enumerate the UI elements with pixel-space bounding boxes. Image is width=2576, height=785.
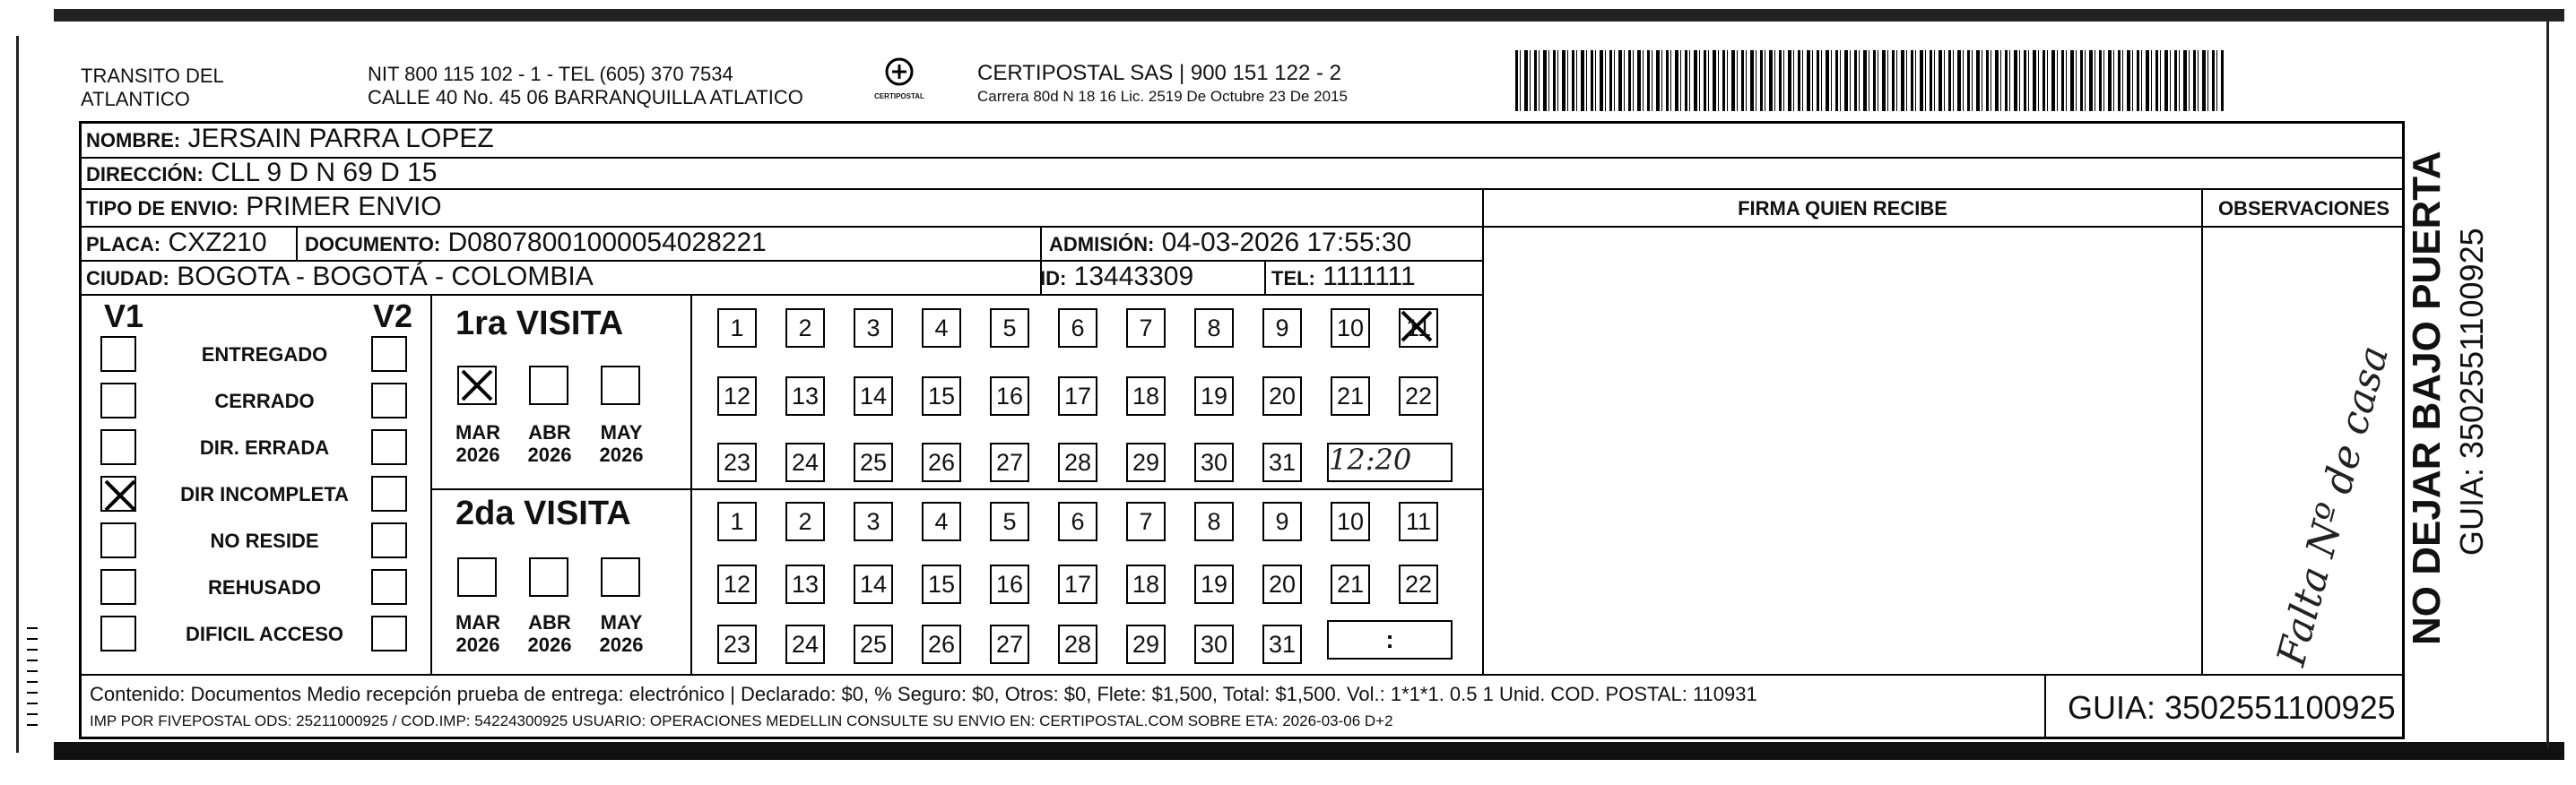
v1-checkbox[interactable] [100,569,136,605]
sender-nit: NIT 800 115 102 - 1 - TEL (605) 370 7534 [368,63,733,85]
day-box[interactable]: 27 [990,625,1029,664]
status-label: NO RESIDE [210,530,319,552]
month-year: 2026 [599,634,644,656]
sender-address: CALLE 40 No. 45 06 BARRANQUILLA ATLATICO [368,86,803,108]
placa-field [86,228,267,260]
v1-header: V1 [104,298,144,334]
tipo-envio-field [86,192,442,224]
footer-guia: GUIA: 3502551100925 [2068,689,2396,726]
v1-checkbox[interactable] [100,476,136,512]
visit-divider [430,488,1482,490]
day-box[interactable]: 24 [785,625,825,664]
admision-field [1049,228,1411,260]
day-box[interactable]: 4 [922,502,961,541]
documento-value: D08078001000054028221 [447,228,767,257]
month-year: 2026 [527,444,572,466]
status-label: REHUSADO [208,576,321,599]
day-box[interactable]: 24 [785,443,825,482]
v1-checkbox[interactable] [100,429,136,465]
carrier-name: CERTIPOSTAL SAS | 900 151 122 - 2 [977,61,1341,85]
documento-label: DOCUMENTO: [305,233,441,255]
scan-edge-top [54,9,2564,22]
status-label: DIFICIL ACCESO [185,623,343,645]
certipostal-logo-icon [881,56,917,88]
month-year: 2026 [599,444,644,466]
nombre-field [86,124,494,156]
col-divider [296,226,298,260]
day-box[interactable]: 7 [1126,502,1166,541]
id-field [1040,262,1193,294]
day-box[interactable]: 5 [990,308,1029,348]
day-box[interactable]: 28 [1058,443,1097,482]
footer-contenido: Contenido: Documentos Medio recepción prueba de entrega: electrónico | Declarado: $0, % Seguro: $0, Otros: $0, Flete: $1,500, Total: $1,500. Vol.: 1*1*1. 0.5 1 Unid. COD. POSTAL: 110931 [90,683,1757,705]
status-label: ENTREGADO [201,343,328,366]
day-box[interactable]: 18 [1126,376,1166,416]
nombre-value: JERSAIN PARRA LOPEZ [187,124,494,153]
row-divider [1484,226,2405,228]
day-box[interactable]: 13 [785,376,825,416]
v2-checkbox[interactable] [371,383,407,418]
day-box[interactable]: 29 [1126,625,1166,664]
month-name: ABR [528,611,571,634]
month-checkbox[interactable] [529,557,568,597]
day-box[interactable]: 8 [1194,308,1234,348]
day-box[interactable]: 30 [1194,443,1234,482]
day-box[interactable]: 16 [990,565,1029,604]
day-box[interactable]: 20 [1262,376,1302,416]
day-box[interactable]: 18 [1126,565,1166,604]
v2-header: V2 [373,298,413,334]
firma-header: FIRMA QUIEN RECIBE [1738,197,1947,220]
day-box[interactable]: 31 [1262,625,1302,664]
day-box[interactable]: 27 [990,443,1029,482]
tel-field [1271,262,1416,294]
day-box[interactable]: 14 [854,565,893,604]
day-box[interactable]: 26 [922,443,961,482]
day-box[interactable]: 12 [717,376,757,416]
day-box[interactable]: 6 [1058,308,1097,348]
day-box[interactable]: 13 [785,565,825,604]
status-label: CERRADO [214,390,315,412]
col-divider [690,294,692,674]
certipostal-logo [868,56,931,108]
day-box[interactable]: 28 [1058,625,1097,664]
certipostal-logo-text: CERTIPOSTAL [874,92,924,100]
barcode [1515,50,2224,111]
day-box[interactable]: 19 [1194,565,1234,604]
placa-label: PLACA: [86,233,161,255]
day-box[interactable]: 22 [1399,376,1438,416]
direccion-label: DIRECCIÓN: [86,163,204,185]
v1-checkbox[interactable] [100,522,136,558]
v2-checkbox[interactable] [371,429,407,465]
col-divider [1482,188,1484,674]
side-warning: NO DEJAR BAJO PUERTA [2405,151,2449,645]
month-label [518,611,581,656]
day-box[interactable]: 21 [1331,376,1370,416]
day-box[interactable]: 4 [922,308,961,348]
footer-imp: IMP POR FIVEPOSTAL ODS: 25211000925 / COD.IMP: 54224300925 USUARIO: OPERACIONES MEDELLIN CONSULTE SU ENVIO EN: CERTIPOSTAL.COM SOBRE ETA: 2026-03-06 D+2 [90,712,1393,729]
day-box[interactable]: 3 [854,502,893,541]
v2-checkbox[interactable] [371,476,407,512]
day-box[interactable]: 23 [717,625,757,664]
direccion-field [86,158,437,190]
col-divider [1264,260,1266,294]
day-box[interactable]: 2 [785,502,825,541]
day-box[interactable]: 7 [1126,308,1166,348]
day-box[interactable]: 9 [1262,502,1302,541]
page-edge-left [16,36,26,753]
row-divider [79,294,1482,296]
month-label [518,421,581,466]
day-box[interactable]: 23 [717,443,757,482]
month-name: ABR [528,421,571,444]
tel-value: 1111111 [1323,262,1416,291]
col-divider [430,294,432,674]
second-visit-hour[interactable]: : [1327,620,1453,660]
nombre-label: NOMBRE: [86,129,181,151]
day-box[interactable]: 17 [1058,376,1097,416]
perforation-marks [27,627,38,726]
month-name: MAY [600,421,643,444]
day-box[interactable]: 15 [922,565,961,604]
placa-value: CXZ210 [168,228,267,257]
day-box[interactable]: 8 [1194,502,1234,541]
row-divider [79,674,2405,676]
sender-name: TRANSITO DEL ATLANTICO [81,65,223,110]
day-box[interactable]: 29 [1126,443,1166,482]
page-edge-right [2546,18,2549,748]
month-year: 2026 [455,634,500,656]
status-label: DIR INCOMPLETA [180,483,349,505]
x-mark-icon [102,478,138,513]
day-box[interactable]: 16 [990,376,1029,416]
observaciones-header: OBSERVACIONES [2217,197,2390,220]
v1-checkbox[interactable] [100,336,136,372]
day-box[interactable]: 22 [1399,565,1438,604]
day-box[interactable]: 25 [854,625,893,664]
status-label: DIR. ERRADA [199,436,330,459]
observation-handwritten: Falta Nº de casa [2268,341,2398,671]
v2-checkbox[interactable] [371,336,407,372]
day-box[interactable]: 10 [1331,502,1370,541]
side-guia: GUIA: 3502551100925 [2453,228,2490,556]
v2-checkbox[interactable] [371,522,407,558]
day-box[interactable]: 14 [854,376,893,416]
scan-edge-bottom [54,742,2564,760]
day-box[interactable]: 31 [1262,443,1302,482]
month-name: MAR [455,611,501,634]
month-label [590,421,653,466]
month-checkbox[interactable] [457,557,497,597]
tipo-envio-label: TIPO DE ENVIO: [86,197,239,220]
day-box[interactable]: 2 [785,308,825,348]
month-checkbox[interactable] [601,557,640,597]
month-year: 2026 [455,444,500,466]
day-box[interactable]: 3 [854,308,893,348]
direccion-value: CLL 9 D N 69 D 15 [211,158,438,187]
day-box[interactable]: 21 [1331,565,1370,604]
day-box[interactable]: 1 [717,502,757,541]
col-divider [2044,674,2046,738]
v1-checkbox[interactable] [100,616,136,651]
first-visit-hour-handwritten: 12:20 [1329,443,1412,477]
day-box[interactable]: 11 [1399,308,1438,348]
month-label [590,611,653,656]
admision-value: 04-03-2026 17:55:30 [1161,228,1412,257]
v1-checkbox[interactable] [100,383,136,418]
day-box[interactable]: 10 [1331,308,1370,348]
id-label: ID: [1040,267,1067,289]
ciudad-value: BOGOTA - BOGOTÁ - COLOMBIA [177,262,594,291]
month-checkbox[interactable] [457,366,497,405]
month-label [447,421,509,466]
month-checkbox[interactable] [529,366,568,405]
day-box[interactable]: 1 [717,308,757,348]
month-name: MAY [600,611,643,634]
day-box[interactable]: 26 [922,625,961,664]
day-box[interactable]: 19 [1194,376,1234,416]
v2-checkbox[interactable] [371,569,407,605]
day-box[interactable]: 5 [990,502,1029,541]
v2-checkbox[interactable] [371,616,407,651]
day-box[interactable]: 6 [1058,502,1097,541]
ciudad-label: CIUDAD: [86,267,169,289]
month-checkbox[interactable] [601,366,640,405]
tipo-envio-value: PRIMER ENVIO [246,192,442,221]
first-visit-title: 1ra VISITA [455,305,624,342]
day-box[interactable]: 20 [1262,565,1302,604]
day-box[interactable]: 9 [1262,308,1302,348]
tel-label: TEL: [1271,267,1315,289]
month-year: 2026 [527,634,572,656]
x-mark-icon [459,367,495,403]
day-box[interactable]: 12 [717,565,757,604]
day-box[interactable]: 25 [854,443,893,482]
id-value: 13443309 [1073,262,1194,291]
day-box[interactable]: 17 [1058,565,1097,604]
day-box[interactable]: 11 [1399,502,1438,541]
documento-field [305,228,767,260]
col-divider [2201,188,2203,674]
day-box[interactable]: 30 [1194,625,1234,664]
month-name: MAR [455,421,501,444]
second-visit-title: 2da VISITA [455,495,631,532]
day-box[interactable]: 15 [922,376,961,416]
month-label [447,611,509,656]
ciudad-field [86,262,594,294]
admision-label: ADMISIÓN: [1049,233,1155,255]
carrier-license: Carrera 80d N 18 16 Lic. 2519 De Octubre 23 De 2015 [977,88,1348,105]
